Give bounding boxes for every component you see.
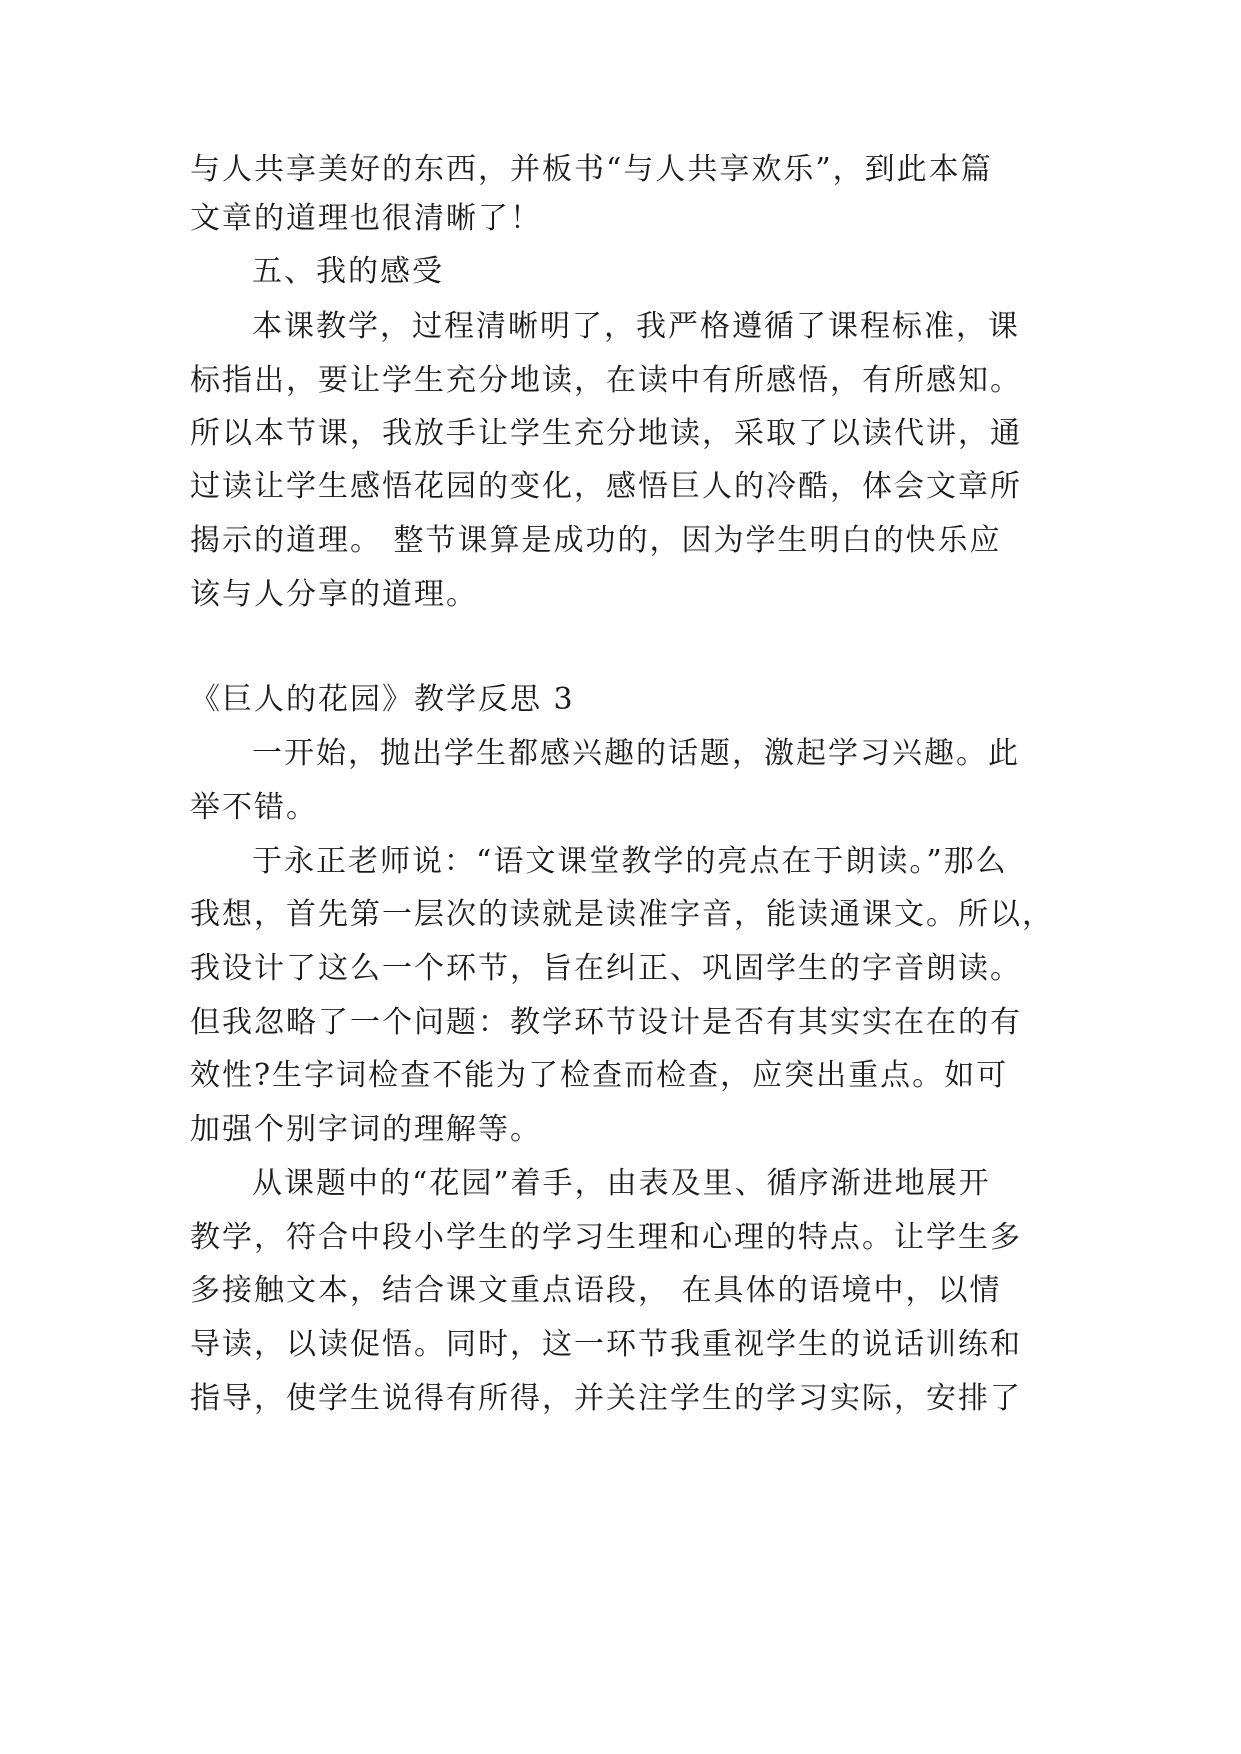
text-line: 加强个别字词的理解等。 [190,1112,542,1147]
section-heading: 五、我的感受 [252,254,444,289]
text-line: 该与人分享的道理。 [190,577,478,612]
text-line: 效性?生字词检查不能为了检查而检查，应突出重点。如可 [190,1058,1009,1093]
text-line: 一开始，抛出学生都感兴趣的话题，激起学习兴趣。此 [252,736,1020,771]
text-line: 导读，以读促悟。同时，这一环节我重视学生的说话训练和 [190,1327,1022,1362]
text-line: 标指出，要让学生充分地读，在读中有所感悟，有所感知。 [190,363,1022,398]
text-line: 但我忽略了一个问题：教学环节设计是否有其实实在在的有 [190,1005,1022,1040]
text-line: 指导，使学生说得有所得，并关注学生的学习实际，安排了 [190,1381,1022,1416]
article-title: 《巨人的花园》教学反思 3 [190,682,575,717]
text-line: 过读让学生感悟花园的变化，感悟巨人的冷酷，体会文章所 [190,469,1022,504]
text-line: 与人共享美好的东西，并板书“与人共享欢乐”，到此本篇 [190,152,993,187]
text-line: 从课题中的“花园”着手，由表及里、循序渐进地展开 [252,1166,991,1201]
text-line: 揭示的道理。 整节课算是成功的，因为学生明白的快乐应 [190,523,1002,558]
text-line: 我想，首先第一层次的读就是读准字音，能读通课文。所以， [190,897,1054,932]
text-line: 教学，符合中段小学生的学习生理和心理的特点。让学生多 [190,1220,1022,1255]
text-line: 多接触文本，结合课文重点语段， 在具体的语境中，以情 [190,1273,1002,1308]
text-line: 文章的道理也很清晰了！ [190,201,542,236]
text-line: 于永正老师说：“语文课堂教学的亮点在于朗读。”那么 [252,844,1008,879]
text-line: 我设计了这么一个环节，旨在纠正、巩固学生的字音朗读。 [190,951,1022,986]
text-line: 本课教学，过程清晰明了，我严格遵循了课程标准，课 [252,309,1020,344]
text-line: 举不错。 [190,790,318,825]
text-line: 所以本节课，我放手让学生充分地读，采取了以读代讲，通 [190,416,1022,451]
